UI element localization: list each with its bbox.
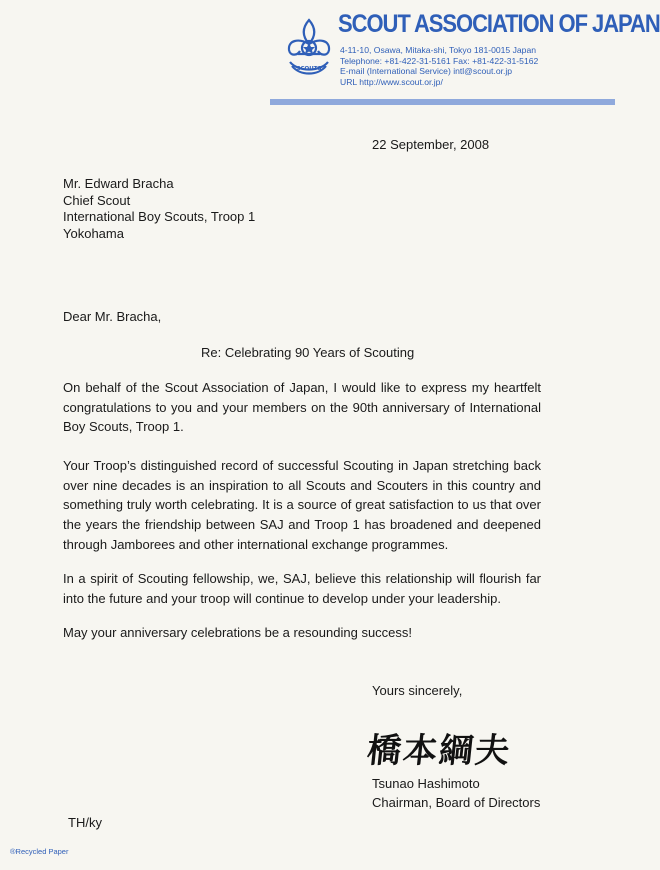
contact-address: 4-11-10, Osawa, Mitaka-shi, Tokyo 181-0015 Japan [340,45,537,55]
signature-glyphs: 橋本綱夫 [365,731,514,771]
signer-block [372,774,540,812]
body-paragraph: On behalf of the Scout Association of Japan, I would like to express my heartfelt congratulations to you and your members on the 90th anniversary of International Boy Scouts, Troop 1. [63,380,541,435]
signer-name: Tsunao Hashimoto [372,776,480,791]
body-paragraph: In a spirit of Scouting fellowship, we, SAJ, believe this relationship will flourish far into the future and your troop will continue to develop under your leadership. [63,571,541,606]
reference-initials: TH/ky [68,815,102,830]
letter-date: 22 September, 2008 [372,137,490,152]
salutation: Dear Mr. Bracha, [63,309,162,324]
subject-line: Re: Celebrating 90 Years of Scouting [201,345,415,360]
recipient-city: Yokohama [63,225,124,241]
recipient-title: Chief Scout [63,192,131,208]
body-paragraph: May your anniversary celebrations be a resounding success! [63,625,413,640]
contact-email: E-mail (International Service) intl@scout.or.jp [340,66,513,77]
handwritten-signature [365,724,548,772]
recycled-paper-note: ®Recycled Paper [10,847,69,856]
letterhead-divider [270,99,615,105]
letterhead-contact [340,45,538,87]
svg-text:SCOUTS: SCOUTS [296,66,322,72]
signer-title: Chairman, Board of Directors [372,795,541,810]
closing: Yours sincerely, [372,683,463,698]
recipient-address [63,176,255,242]
contact-phone-fax: Telephone: +81-422-31-5161 Fax: +81-422-31-5162 [340,55,539,66]
recipient-name: Mr. Edward Bracha [63,176,174,191]
contact-url: URL http://www.scout.or.jp/ [340,76,443,87]
recipient-organization: International Boy Scouts, Troop 1 [63,209,256,224]
body-paragraph: Your Troop’s distinguished record of successful Scouting in Japan stretching back over nine decades is an inspiration to all Scouts and Scouters in this country and something truly worth celebrating. It is a source of great satisfaction to us that over the years the friendship between SAJ and Troop 1 has broadened and deepened through Jamborees and other international exchange programmes. [63,458,541,552]
scout-fleur-de-lis-emblem-icon [284,18,334,80]
organization-name: SCOUT ASSOCIATION OF JAPAN [338,10,660,38]
